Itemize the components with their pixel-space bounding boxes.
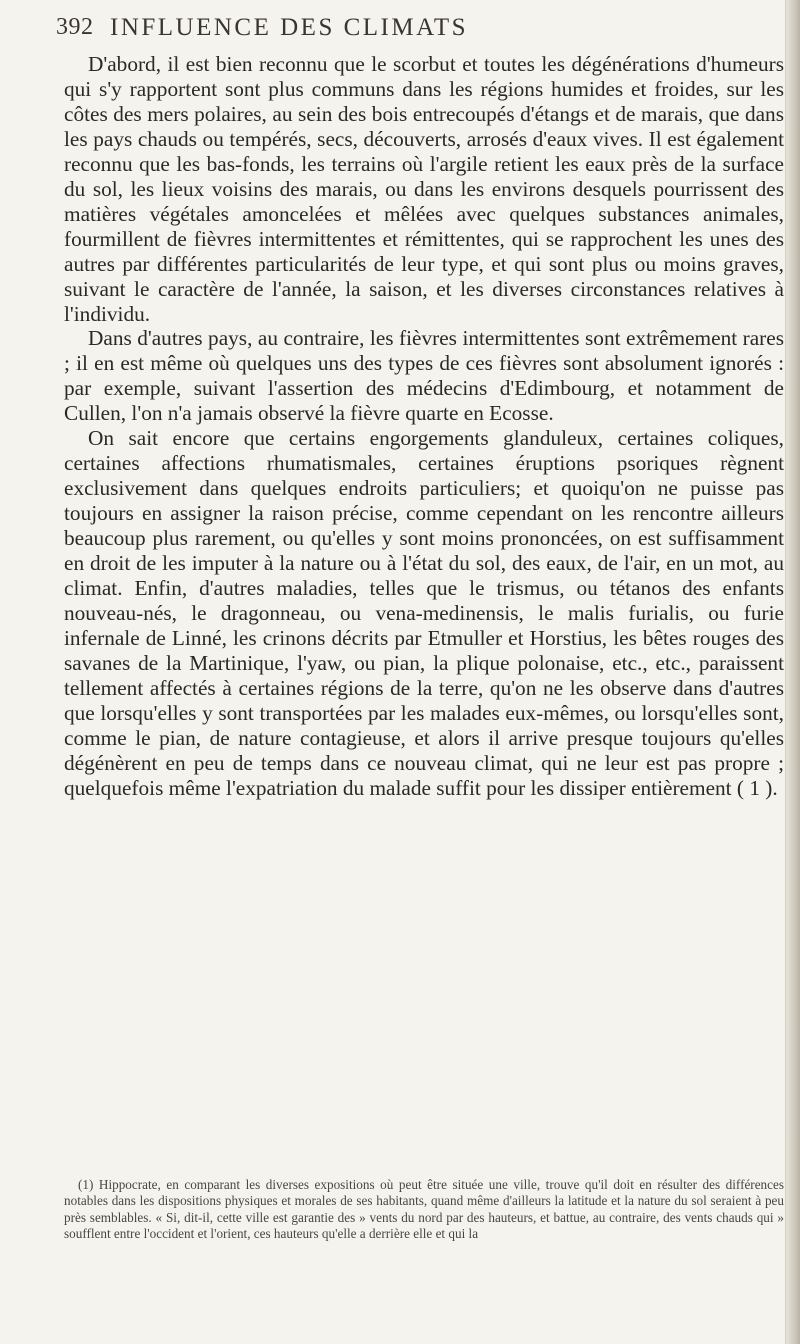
paragraph: On sait encore que certains engorgements glanduleux, certaines coliques, certaines affections rhumatismales, certaines éruptions psoriques règnent exclusivement dans quelques endroits particuliers; et quoiqu'on ne puisse pas toujours en assigner la raison précise, comme cependant on les rencontre ailleurs beaucoup plus rarement, ou qu'elles y sont moins prononcées, on est suffisamment en droit de les imputer à la nature ou à l'état du sol, des eaux, de l'air, en un mot, au climat. Enfin, d'autres maladies, telles que le trismus, ou tétanos des enfants nouveau-nés, le dragonneau, ou vena-medinensis, le malis furialis, ou furie infernale de Linné, les crinons décrits par Etmuller et Horstius, les bêtes rouges des savanes de la Martinique, l'yaw, ou pian, la plique polonaise, etc., etc., paraissent tellement affectés à certaines régions de la terre, qu'on ne les observe dans d'autres que lorsqu'elles y sont transportées par les malades eux-mêmes, ou lorsqu'elles sont, comme le pian, de nature contagieuse, et alors il arrive presque toujours qu'elles dégénèrent en peu de temps dans ce nouveau climat, qui ne leur est pas propre ; quelquefois même l'expatriation du malade suffit pour les dissiper entièrement ( 1 ). xyxy=(64,426,784,800)
page-edge xyxy=(785,0,800,1344)
page-number: 392 xyxy=(56,14,94,40)
paragraph: D'abord, il est bien reconnu que le scorbut et toutes les dégénérations d'humeurs qui s'y rapportent sont plus communs dans les régions humides et froides, sur les côtes des mers polaires, au sein des bois entrecoupés d'étangs et de marais, que dans les pays chauds ou tempérés, secs, découverts, arrosés d'eaux vives. Il est également reconnu que les bas-fonds, les terrains où l'argile retient les eaux près de la surface du sol, les lieux voisins des marais, ou dans les environs desquels pourrissent des matières végétales amoncelées et mêlées avec quelques substances animales, fourmillent de fièvres intermittentes et rémittentes, qui se rapprochent les unes des autres par différentes particularités de leur type, et qui sont plus ou moins graves, suivant le caractère de l'année, la saison, et les diverses circonstances relatives à l'individu. xyxy=(64,52,784,326)
body-text xyxy=(64,52,784,801)
running-title: INFLUENCE DES CLIMATS xyxy=(110,14,469,41)
page-header xyxy=(56,12,776,46)
paragraph: Dans d'autres pays, au contraire, les fièvres intermittentes sont extrêmement rares ; il en est même où quelques uns des types de ces fièvres sont absolument ignorés : par exemple, suivant l'assertion des médecins d'Edimbourg, et notamment de Cullen, l'on n'a jamais observé la fièvre quarte en Ecosse. xyxy=(64,326,784,426)
footnote xyxy=(64,1177,784,1243)
footnote-text: (1) Hippocrate, en comparant les diverses expositions où peut être située une ville, trouve qu'il doit en résulter des différences notables dans les dispositions physiques et morales de ses habitants, quand même d'ailleurs la latitude et la nature du sol seraient à peu près semblables. « Si, dit-il, cette ville est garantie des » vents du nord par des hauteurs, et battue, au contraire, des vents chauds qui » soufflent entre l'occident et l'orient, ces hauteurs qu'elle a derrière elle et qui la xyxy=(64,1177,784,1242)
